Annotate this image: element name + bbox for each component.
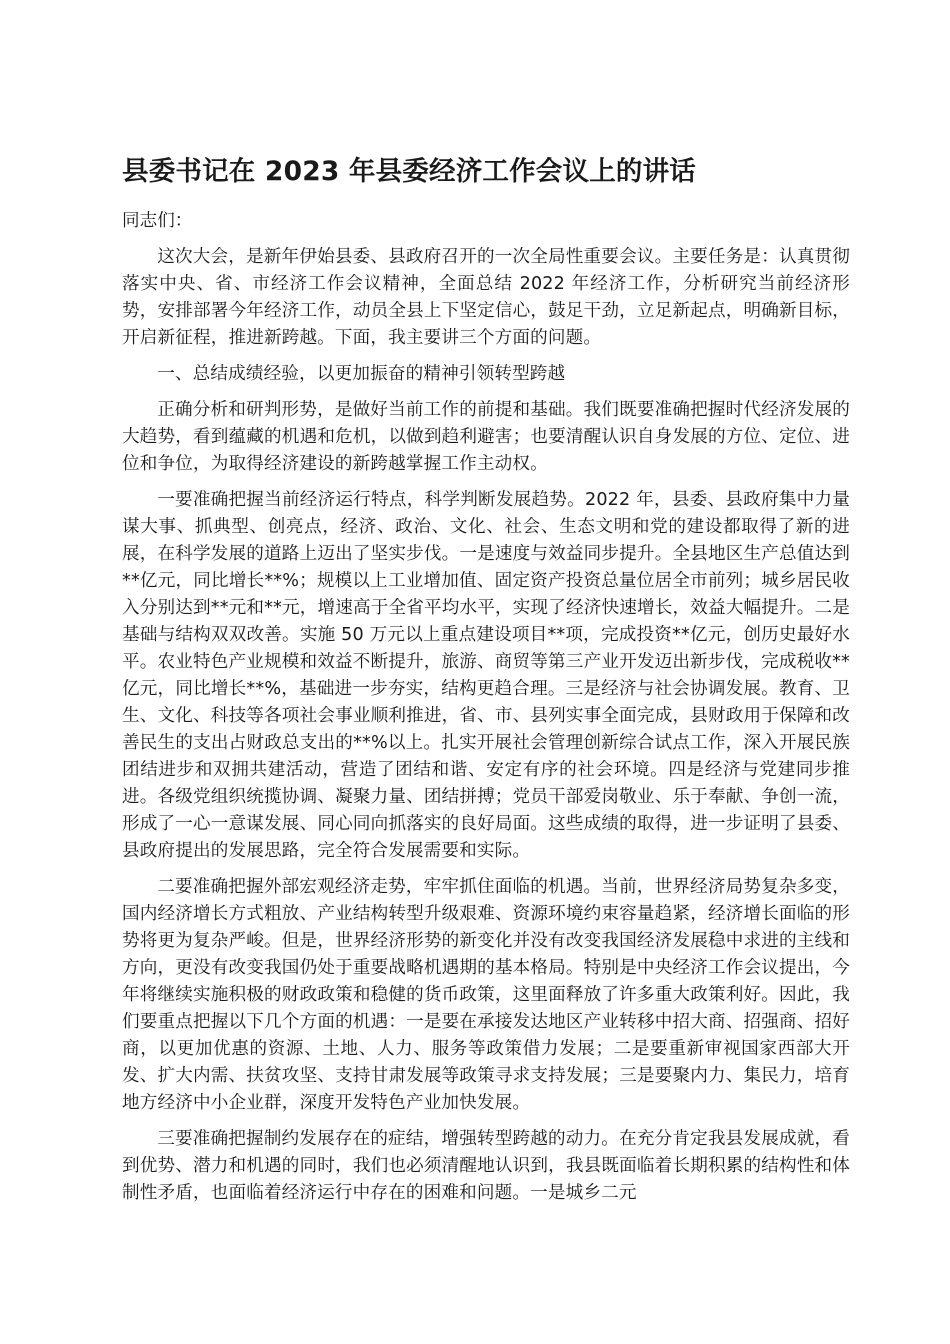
paragraph-point-2: 二要准确把握外部宏观经济走势，牢牢抓住面临的机遇。当前，世界经济局势复杂多变，国内经济增长方式粗放、产业结构转型升级艰难、资源环境约束容量趋紧，经济增长面临的形势将更为复杂严峻。但是，世界经济形势的新变化并没有改变我国经济发展稳中求进的主线和方向，更没有改变我国仍处于重要战略机遇期的基本格局。特别是中央经济工作会议提出，今年将继续实施积极的财政政策和稳健的货币政策，这里面释放了许多重大政策利好。因此，我们要重点把握以下几个方面的机遇：一是要在承接发达地区产业转移中招大商、招强商、招好商，以更加优惠的资源、土地、人力、服务等政策借力发展；二是要重新审视国家西部大开发、扩大内需、扶贫攻坚、支持甘肃发展等政策寻求支持发展；三是要聚内力、集民力，培育地方经济中小企业群，深度开发特色产业加快发展。 (122, 877, 850, 1113)
paragraph-point-3: 三要准确把握制约发展存在的症结，增强转型跨越的动力。在充分肯定我县发展成就，看到优势、潜力和机遇的同时，我们也必须清醒地认识到，我县既面临着长期积累的结构性和体制性矛盾，也面临着经济运行中存在的困难和问题。一是城乡二元 (122, 1129, 850, 1203)
paragraph-intro: 这次大会，是新年伊始县委、县政府召开的一次全局性重要会议。主要任务是：认真贯彻落实中央、省、市经济工作会议精神，全面总结 2022 年经济工作，分析研究当前经济形势，安排部署今年经济工作，动员全县上下坚定信心，鼓足干劲，立足新起点，明确新目标，开启新征程，推进新跨越。下面，我主要讲三个方面的问题。 (122, 247, 850, 348)
document-page (122, 150, 850, 1207)
section-heading-1: 一、总结成绩经验，以更加振奋的精神引领转型跨越 (157, 364, 566, 384)
salutation: 同志们： (122, 211, 193, 231)
paragraph-situation: 正确分析和研判形势，是做好当前工作的前提和基础。我们既要准确把握时代经济发展的大趋势，看到蕴藏的机遇和危机，以做到趋利避害；也要清醒认识自身发展的方位、定位、进位和争位，为取得经济建设的新跨越掌握工作主动权。 (122, 400, 850, 474)
document-title: 县委书记在 2023 年县委经济工作会议上的讲话 (122, 156, 697, 187)
paragraph-point-1: 一要准确把握当前经济运行特点，科学判断发展趋势。2022 年，县委、县政府集中力量谋大事、抓典型、创亮点，经济、政治、文化、社会、生态文明和党的建设都取得了新的进展，在科学发展的道路上迈出了坚实步伐。一是速度与效益同步提升。全县地区生产总值达到**亿元，同比增长**%；规模以上工业增加值、固定资产投资总量位居全市前列；城乡居民收入分别达到**元和**元，增速高于全省平均水平，实现了经济快速增长，效益大幅提升。二是基础与结构双双改善。实施 50 万元以上重点建设项目**项，完成投资**亿元，创历史最好水平。农业特色产业规模和效益不断提升，旅游、商贸等第三产业开发迈出新步伐，完成税收**亿元，同比增长**%，基础进一步夯实，结构更趋合理。三是经济与社会协调发展。教育、卫生、文化、科技等各项社会事业顺利推进，省、市、县列实事全面完成，县财政用于保障和改善民生的支出占财政总支出的**%以上。扎实开展社会管理创新综合试点工作，深入开展民族团结进步和双拥共建活动，营造了团结和谐、安定有序的社会环境。四是经济与党建同步推进。各级党组织统揽协调、凝聚力量、团结拼搏；党员干部爱岗敬业、乐于奉献、争创一流，形成了一心一意谋发展、同心同向抓落实的良好局面。这些成绩的取得，进一步证明了县委、县政府提出的发展思路，完全符合发展需要和实际。 (122, 490, 850, 861)
